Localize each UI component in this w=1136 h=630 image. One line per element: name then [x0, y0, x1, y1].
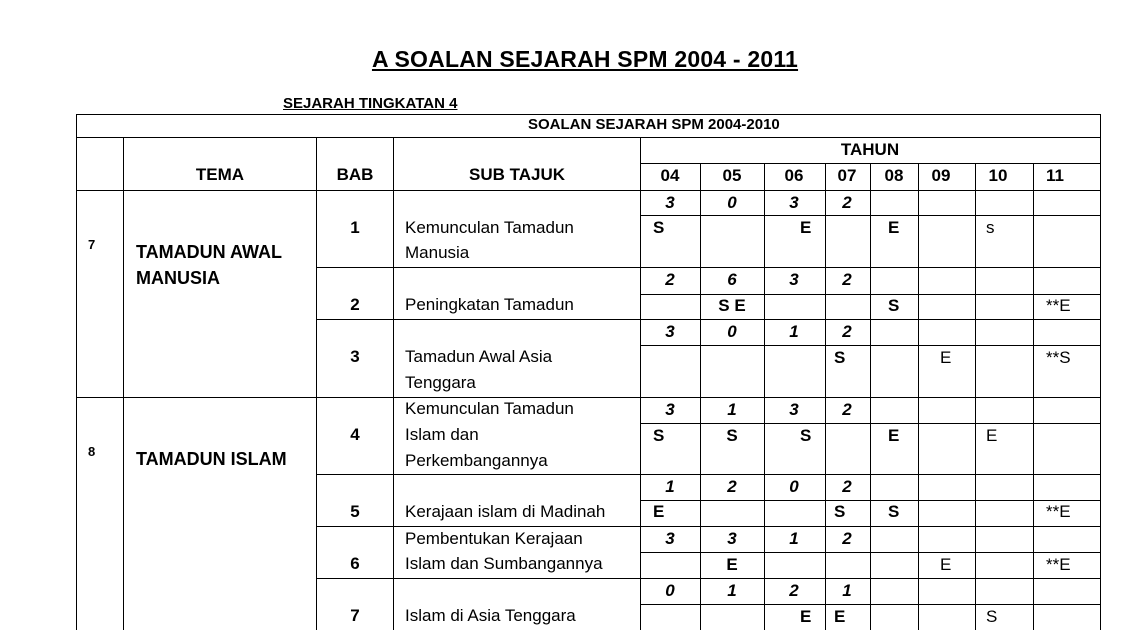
question-mark-code: S — [653, 426, 665, 445]
year-header-06: 06 — [784, 166, 804, 185]
question-count: 1 — [665, 477, 675, 496]
question-mark-code: E — [888, 218, 900, 237]
sub-tajuk-text: Tenggara — [405, 373, 476, 392]
question-count: 3 — [665, 322, 675, 341]
question-mark-code: s — [986, 218, 995, 237]
question-mark-code: E — [986, 426, 998, 445]
bab-number: 7 — [350, 606, 360, 625]
question-count: 2 — [727, 477, 737, 496]
header-bab: BAB — [336, 165, 374, 184]
question-count: 1 — [842, 581, 852, 600]
year-header-05: 05 — [722, 166, 742, 185]
question-count: 3 — [665, 529, 675, 548]
bab-number: 2 — [350, 295, 360, 314]
bab-number: 5 — [350, 502, 360, 521]
question-count: 3 — [789, 400, 799, 419]
sub-tajuk-text: Pembentukan Kerajaan — [405, 529, 583, 548]
year-header-08: 08 — [884, 166, 904, 185]
question-mark-code: S — [726, 426, 738, 445]
question-mark-code: S — [800, 426, 812, 445]
question-mark-code: **S — [1046, 348, 1071, 367]
question-mark-code: **E — [1046, 502, 1071, 521]
question-mark-code: **E — [1046, 555, 1071, 574]
question-count: 3 — [727, 529, 737, 548]
question-count: 2 — [842, 270, 852, 289]
bab-number: 3 — [350, 347, 360, 366]
question-count: 0 — [727, 322, 737, 341]
question-mark-code: E — [888, 426, 900, 445]
question-count: 2 — [842, 477, 852, 496]
question-mark-code: E — [800, 218, 812, 237]
question-count: 6 — [727, 270, 737, 289]
table-caption: SOALAN SEJARAH SPM 2004-2010 — [528, 116, 780, 133]
question-count: 1 — [789, 322, 799, 341]
question-count: 2 — [842, 529, 852, 548]
sub-tajuk-text: Islam dan Sumbangannya — [405, 554, 603, 573]
question-count: 1 — [727, 400, 737, 419]
sub-tajuk-text: Kerajaan islam di Madinah — [405, 502, 606, 521]
question-mark-code: S — [986, 607, 998, 626]
section-subtitle: SEJARAH TINGKATAN 4 — [283, 95, 458, 112]
question-mark-code: E — [800, 607, 812, 626]
question-count: 1 — [727, 581, 737, 600]
theme-name: MANUSIA — [136, 268, 220, 288]
question-mark-code: E — [653, 502, 665, 521]
year-header-04: 04 — [660, 166, 680, 185]
question-mark-code: S E — [718, 296, 746, 315]
question-count: 3 — [665, 193, 675, 212]
question-mark-code: S — [653, 218, 665, 237]
theme-name: TAMADUN AWAL — [136, 242, 282, 262]
sub-tajuk-text: Perkembangannya — [405, 451, 548, 470]
header-sub-tajuk: SUB TAJUK — [468, 165, 566, 184]
question-count: 2 — [842, 193, 852, 212]
question-mark-code: E — [940, 555, 952, 574]
question-mark-code: S — [888, 502, 900, 521]
question-mark-code: **E — [1046, 296, 1071, 315]
question-count: 3 — [665, 400, 675, 419]
bab-number: 1 — [350, 218, 360, 237]
question-mark-code: S — [834, 348, 846, 367]
theme-name: TAMADUN ISLAM — [136, 449, 287, 469]
question-count: 2 — [665, 270, 675, 289]
question-count: 2 — [842, 322, 852, 341]
year-header-10: 10 — [988, 166, 1008, 185]
question-mark-code: S — [834, 502, 846, 521]
question-count: 0 — [789, 477, 799, 496]
bab-number: 4 — [350, 425, 360, 444]
theme-number: 8 — [88, 444, 96, 459]
question-count: 2 — [789, 581, 799, 600]
sub-tajuk-text: Manusia — [405, 243, 470, 262]
year-header-09: 09 — [931, 166, 951, 185]
question-count: 3 — [789, 193, 799, 212]
question-count: 2 — [842, 400, 852, 419]
year-header-07: 07 — [837, 166, 857, 185]
sub-tajuk-text: Kemunculan Tamadun — [405, 218, 574, 237]
header-tema: TEMA — [195, 165, 245, 184]
question-mark-code: E — [940, 348, 952, 367]
question-count: 1 — [789, 529, 799, 548]
question-mark-code: E — [726, 555, 738, 574]
question-count: 0 — [727, 193, 737, 212]
sub-tajuk-text: Islam dan — [405, 425, 479, 444]
sub-tajuk-text: Kemunculan Tamadun — [405, 399, 574, 418]
sub-tajuk-text: Islam di Asia Tenggara — [405, 606, 576, 625]
sub-tajuk-text: Tamadun Awal Asia — [405, 347, 553, 366]
question-mark-code: S — [888, 296, 900, 315]
theme-number: 7 — [88, 237, 96, 252]
bab-number: 6 — [350, 554, 360, 573]
question-mark-code: E — [834, 607, 846, 626]
header-tahun: TAHUN — [840, 140, 900, 159]
question-count: 3 — [789, 270, 799, 289]
year-header-11: 11 — [1046, 166, 1064, 185]
sub-tajuk-text: Peningkatan Tamadun — [405, 295, 574, 314]
page-title: A SOALAN SEJARAH SPM 2004 - 2011 — [371, 46, 799, 72]
question-count: 0 — [665, 581, 675, 600]
